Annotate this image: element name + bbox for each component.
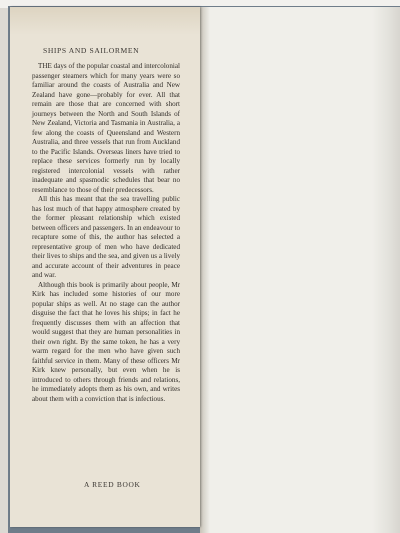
blurb-paragraph: Although this book is primarily about people, Mr Kirk has included some histories of our more popular ships as well. At no stage can the author disguise the fact that he loves his ships; in fact he frequently discusses them with an affection that would suggest that they are human personalities in their own right. By the same token, he has a very warm regard for the men who have given such faithful service in them. Many of these officers Mr Kirk knew personally, but even when he is introduced to others through friends and relations, he immediately adopts them as his own, and writes about them with a conviction that is infectious.: [32, 280, 180, 403]
publisher-imprint: A REED BOOK: [84, 480, 141, 489]
blurb-paragraph: All this has meant that the sea travelling public has lost much of that happy atmosphere created by the former pleasant relationship which existed between officers and passengers. In an endeavour to recapture some of this, the author has selected a representative group of men who have dedicated their lives to ships and the sea, and given us a lively and accurate account of their adventures in peace and war.: [32, 195, 180, 279]
page-edge: [372, 7, 400, 533]
blurb-paragraph: THE days of the popular coastal and intercolonial passenger steamers which for many years were so familiar around the coasts of Australia and New Zealand have gone—probably for ever. All that remain are those that are concerned with short journeys between the North and South Islands of New Zealand, Victoria and Tasmania in Australia, a few along the coasts of Queensland and Western Australia, and three vessels that run from Auckland to the Pacific Islands. Overseas liners have tried to replace these services formerly run by locally registered intercolonial vessels with rather inadequate and spasmodic schedules that bear no resemblance to those of their predecessors.: [32, 62, 180, 194]
dust-jacket-flap: [10, 7, 200, 527]
endpaper-page: [200, 7, 400, 533]
flap-blurb: [32, 62, 180, 404]
page-gutter-shadow: [200, 7, 210, 533]
flap-title: SHIPS AND SAILORMEN: [43, 46, 140, 55]
flap-age-stain: [10, 7, 200, 35]
